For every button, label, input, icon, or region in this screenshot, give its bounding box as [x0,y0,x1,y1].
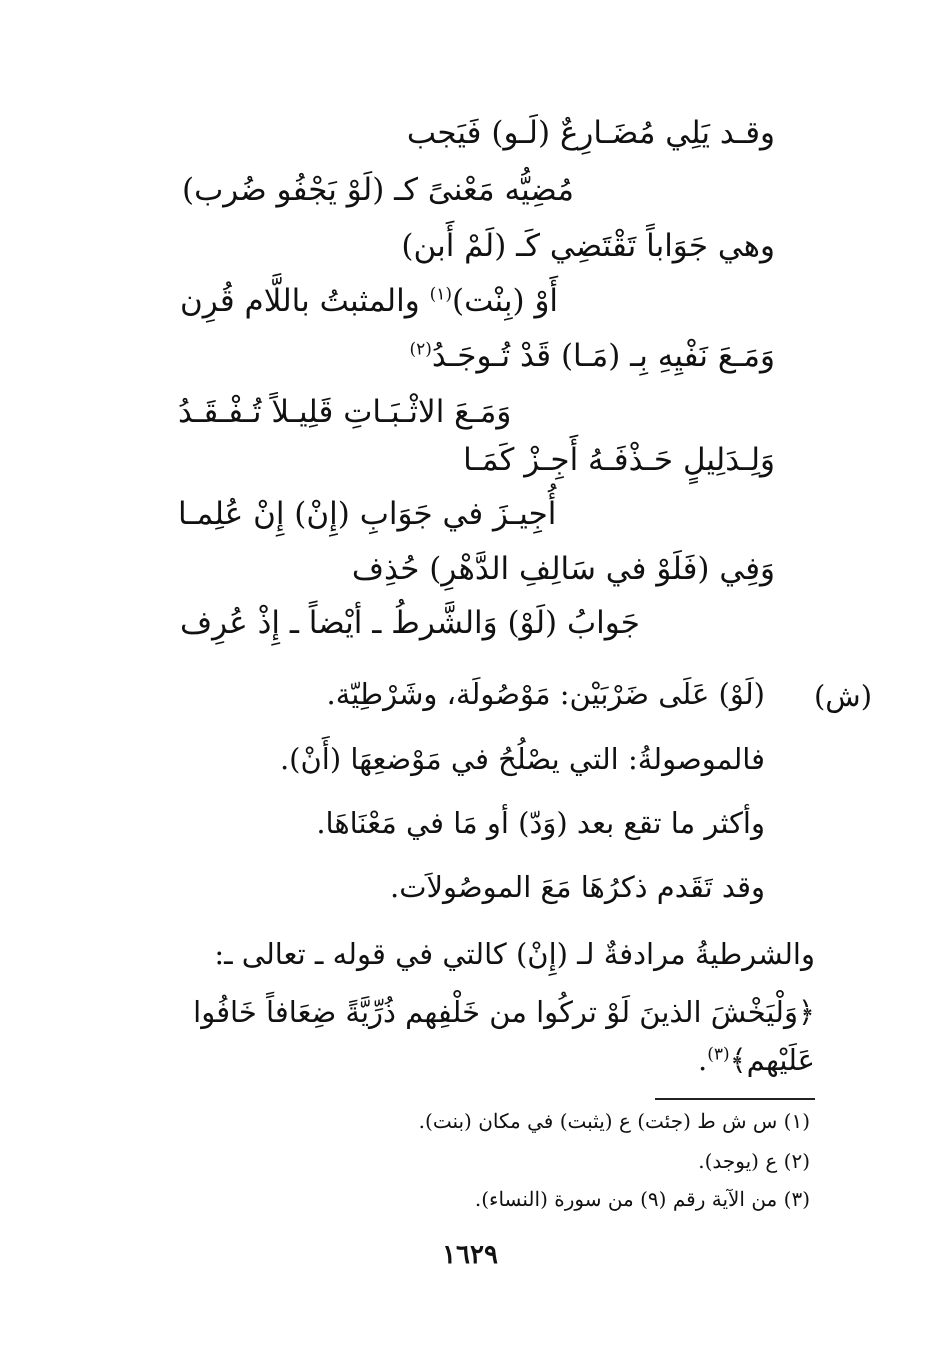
prose-line-1: (لَوْ) عَلَى ضَرْبَيْن: مَوْصُولَة، وشَرْطِيّة. [326,677,765,711]
footnote-3: (٣) من الآية رقم (٩) من سورة (النساء). [474,1187,810,1211]
commentary-marker: (ش) [813,679,873,713]
quran-verse-line-1: ﴿وَلْيَخْشَ الذينَ لَوْ تركُوا من خَلْفِهم ذُرِّيَّةً ضِعَافاً خَافُوا [193,995,815,1029]
verse-line-5-text: وَمَـعَ نَفْيِهِ بِـ (مَـا) قَدْ تُـوجَـدُ [431,338,775,374]
quran-verse-period: . [698,1043,708,1077]
verse-line-9: وَفِي (فَلَوْ في سَالِفِ الدَّهْرِ) حُذِف [351,551,775,587]
prose-line-2: فالموصولةُ: التي يصْلُحُ في مَوْضعِهَا (أَنْ). [279,742,765,776]
prose-line-5: والشرطيةُ مرادفةٌ لـ (إِنْ) كالتي في قوله ـ تعالى ـ: [214,937,815,971]
footnote-ref-1: (١) [429,284,452,305]
verse-line-4-start: أَوْ (بِنْت) [452,283,559,319]
footnote-1: (١) س ش ط (جئت) ع (يثبت) في مكان (بنت). [418,1109,810,1133]
footnote-ref-2: (٢) [409,339,432,360]
footnote-separator [655,1098,815,1100]
verse-line-4 [180,281,558,321]
verse-line-7: وَلِـدَلِيلٍ حَـذْفَـهُ أَجِـزْ كَمَـا [463,442,775,478]
page-number: ١٦٢٩ [442,1240,498,1270]
verse-line-5 [410,336,776,376]
prose-line-3: وأكثر ما تقع بعد (وَدّ) أو مَا في مَعْنَاهَا. [316,806,765,840]
quran-verse-line-2 [698,1040,815,1080]
verse-line-2: مُضِيُّه مَعْنىً كـ (لَوْ يَجْفُو ضُرب) [182,172,574,208]
verse-line-8: أُجِيـزَ في جَوَابِ (إِنْ) إِنْ عُلِمـا [178,496,557,532]
verse-line-1: وقـد يَلِي مُضَـارِعٌ (لَـو) فَيَجب [406,115,775,151]
quran-verse-end: عَلَيْهم﴾ [729,1043,815,1077]
verse-line-10: جَوابُ (لَوْ) وَالشَّرطُ ـ أيْضاً ـ إِذْ عُرِف [180,605,640,641]
verse-line-3: وهي جَوَاباً تَقْتَضِي كَـ (لَمْ أَبن) [401,228,775,264]
prose-line-4: وقد تَقَدم ذكرُهَا مَعَ الموصُولاَت. [389,870,765,904]
verse-line-4-end: والمثبتُ باللَّام قُرِن [180,283,420,319]
footnote-2: (٢) ع (يوجد). [698,1149,810,1173]
verse-line-6: وَمَـعَ الاثْـبَـاتِ قَلِيـلاً تُـفْـقَـدُ [178,394,512,430]
footnote-ref-3: (٣) [707,1044,730,1065]
